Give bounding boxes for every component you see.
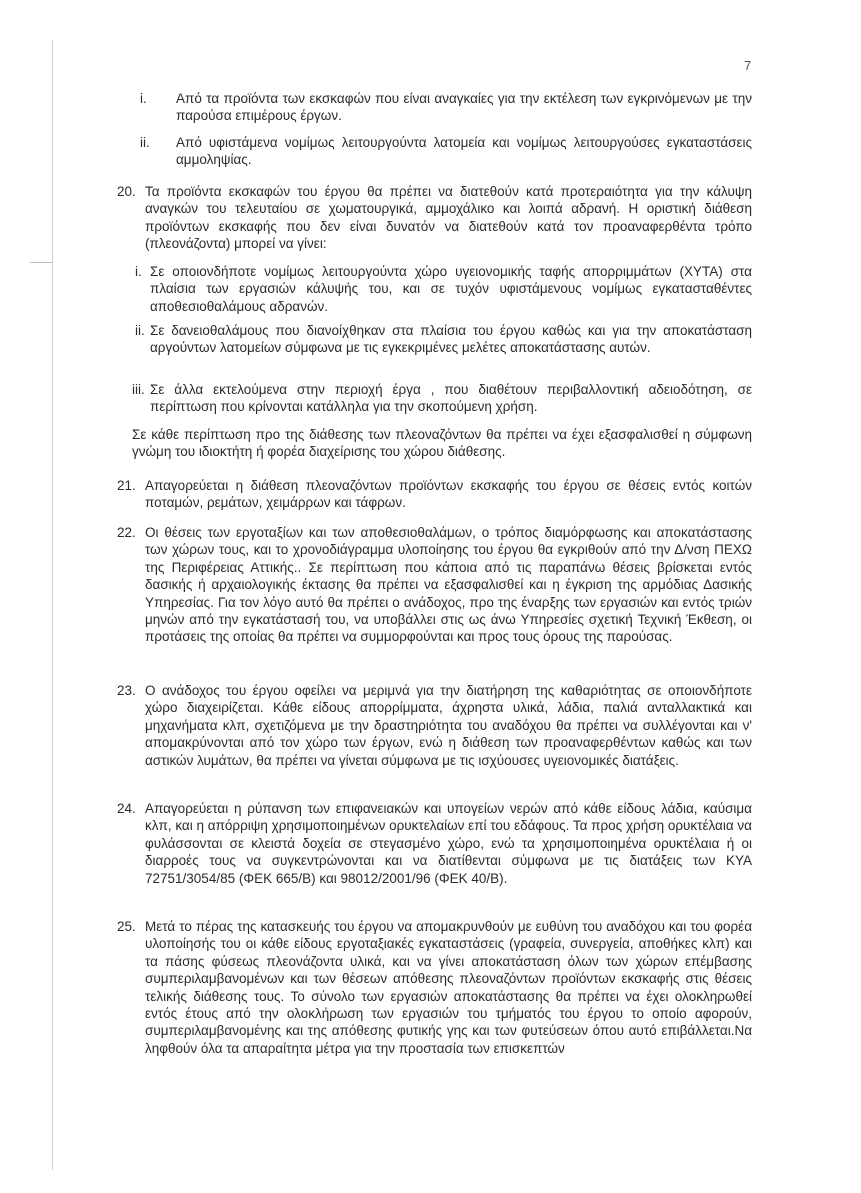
- paragraph-text: Οι θέσεις των εργοταξίων και των αποθεσιοθαλάμων, ο τρόπος διαμόρφωσης και αποκατάστασης των χώρων τους, και το χρονοδιάγραμμα υλοποίησης του έργου θα εγκριθούν από την Δ/νση ΠΕΧΩ της Περιφέρειας Αττικής.. Σε περίπτωση που κάποια από τις παραπάνω θέσεις βρίσκεται εντός δασικής ή αρχαιολογικής έκτασης θα πρέπει να εξασφαλισθεί και η έγκριση της αρμόδιας Δασικής Υπηρεσίας. Για τον λόγο αυτό θα πρέπει ο ανάδοχος, προ της έναρξης των εργασιών και εντός τριών μηνών από την εγκατάστασή του, να υποβάλλει στις ως άνω Υπηρεσίες σχετική Τεχνική Έκθεση, οι προτάσεις της οποίας θα πρέπει να συμμορφούνται και προς τους όρους της παρούσας.: [145, 525, 752, 645]
- scan-edge-line: [52, 40, 53, 1170]
- paragraph: [145, 918, 752, 1057]
- item-number: 20.: [117, 184, 136, 199]
- paragraph-text: Απαγορεύεται η διάθεση πλεοναζόντων προϊόντων εκσκαφής του έργου σε θέσεις εντός κοιτών ποταμών, ρεμάτων, χειμάρρων και τάφρων.: [145, 478, 752, 511]
- paragraph-text: Σε κάθε περίπτωση προ της διάθεσης των πλεοναζόντων θα πρέπει να έχει εξασφαλισθεί η σύμφωνη γνώμη του ιδιοκτήτη ή φορέα διαχείρισης του χώρου διάθεσης.: [132, 427, 752, 460]
- paragraph: [145, 524, 752, 646]
- item-number: 21.: [117, 478, 136, 493]
- paragraph-text: Μετά το πέρας της κατασκευής του έργου να απομακρυνθούν με ευθύνη του αναδόχου και του φορέα υλοποίησής του οι κάθε είδους εργοταξιακές εγκαταστάσεις (γραφεία, συνεργεία, αποθήκες κλπ) και τα πάσης φύσεως πλεονάζοντα υλικά, και να γίνει αποκατάσταση όλων των χώρων επέμβασης συμπεριλαμβανομένων και των θέσεων απόθεσης πλεοναζόντων προϊόντων εκσκαφής στις θέσεις τελικής διάθεσης τους. Το σύνολο των εργασιών αποκατάστασης θα πρέπει να έχει ολοκληρωθεί εντός έτους από την ολοκλήρωση των εργασιών του τμήματός του έργου το οποίο αφορούν, συμπεριλαμβανομένης και της απόθεσης φυτικής γης και των φυτεύσεων όπου αυτό επιβάλλεται.Να ληφθούν όλα τα απαραίτητα μέτρα για την προστασία των επισκεπτών: [145, 919, 752, 1056]
- paragraph-text: Από τα προϊόντα των εκσκαφών που είναι αναγκαίες για την εκτέλεση των εγκρινόμενων με την παρούσα επιμέρους έργων.: [176, 91, 752, 124]
- paragraph: [150, 322, 752, 357]
- page-number: 7: [744, 58, 752, 73]
- paragraph-text: Ο ανάδοχος του έργου οφείλει να μεριμνά για την διατήρηση της καθαριότητας σε οποιονδήποτε χώρο διαχειρίζεται. Κάθε είδους απορρίμματα, άχρηστα υλικά, λάδια, παλιά ανταλλακτικά και μηχανήματα κλπ, σχετιζόμενα με την δραστηριότητα του αναδόχου θα πρέπει να συλλέγονται και ν' απομακρύνονται από τον χώρο των έργων, ενώ η διάθεση των προαναφερθέντων καθώς και των αστικών λυμάτων, θα πρέπει να γίνεται σύμφωνα με τις ισχύουσες υγειονομικές διατάξεις.: [145, 683, 752, 768]
- item-number: ii.: [140, 135, 150, 150]
- paragraph-text: Από υφιστάμενα νομίμως λειτουργούντα λατομεία και νομίμως λειτουργούσες εγκαταστάσεις αμμοληψίας.: [176, 135, 752, 168]
- scan-mark: [30, 262, 52, 263]
- paragraph-text: Σε οποιονδήποτε νομίμως λειτουργούντα χώρο υγειονομικής ταφής απορριμμάτων (ΧΥΤΑ) στα πλαίσια των εργασιών κάλυψής του, και σε τυχόν υφιστάμενους νομίμως εγκατασταθέντες αποθεσιοθαλάμους αδρανών.: [150, 264, 752, 314]
- paragraph: [132, 426, 752, 461]
- paragraph-text: Σε δανειοθαλάμους που διανοίχθηκαν στα πλαίσια του έργου καθώς και για την αποκατάσταση αργούντων λατομείων σύμφωνα με τις εγκεκριμένες μελέτες αποκατάστασης αυτών.: [150, 323, 752, 356]
- item-number: ii.: [135, 323, 145, 338]
- paragraph: [176, 134, 752, 169]
- paragraph: [145, 183, 752, 253]
- item-number: 23.: [117, 683, 136, 698]
- item-number: i.: [135, 264, 142, 279]
- paragraph: [145, 682, 752, 769]
- paragraph: [176, 90, 752, 125]
- item-number: 24.: [117, 801, 136, 816]
- item-number: 25.: [117, 919, 136, 934]
- paragraph-text: Σε άλλα εκτελούμενα στην περιοχή έργα , που διαθέτουν περιβαλλοντική αδειοδότηση, σε περίπτωση που κρίνονται κατάλληλα για την σκοπούμενη χρήση.: [150, 382, 752, 415]
- paragraph-text: Τα προϊόντα εκσκαφών του έργου θα πρέπει να διατεθούν κατά προτεραιότητα για την κάλυψη αναγκών του τελευταίου σε χωματουργικά, αμμοχάλικο και λοιπά αδρανή. Η οριστική διάθεση προϊόντων εκσκαφής που δεν είναι δυνατόν να διατεθούν κατά τον προαναφερθέντα τρόπο (πλεονάζοντα) μπορεί να γίνει:: [145, 184, 752, 252]
- paragraph: [145, 477, 752, 512]
- item-number: iii.: [132, 382, 145, 397]
- paragraph-text: Απαγορεύεται η ρύπανση των επιφανειακών και υπογείων νερών από κάθε είδους λάδια, καύσιμα κλπ, και η απόρριψη χρησιμοποιημένων ορυκτελαίων επί του εδάφους. Τα προς χρήση ορυκτέλαια να φυλάσσονται σε κλειστά δοχεία σε στεγασμένο χώρο, ενώ τα χρησιμοποιημένα ορυκτέλαια ή οι διαρροές τους να συγκεντρώνονται και να διατίθενται σύμφωνα με τις διατάξεις των ΚΥΑ 72751/3054/85 (ΦΕΚ 665/Β) και 98012/2001/96 (ΦΕΚ 40/Β).: [145, 801, 752, 886]
- paragraph: [150, 381, 752, 416]
- item-number: i.: [140, 91, 147, 106]
- item-number: 22.: [117, 525, 136, 540]
- paragraph: [150, 263, 752, 315]
- paragraph: [145, 800, 752, 887]
